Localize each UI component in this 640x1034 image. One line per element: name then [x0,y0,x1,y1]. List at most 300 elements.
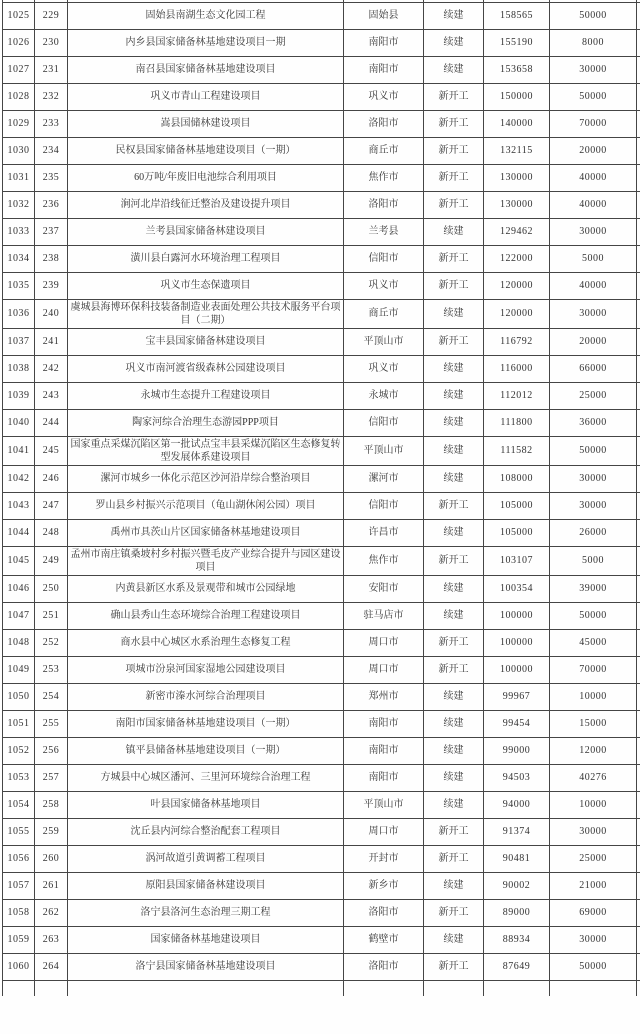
cropped-edge-cell [637,110,640,137]
table-row [3,953,640,980]
cell-seq-no: 247 [35,492,68,519]
table-row [3,191,640,218]
cropped-edge-cell [637,764,640,791]
table-row [3,845,640,872]
cell-project-name: 虞城县海博环保科技装备制造业表面处理公共技术服务平台项目（二期） [68,299,344,328]
cell-value1: 111800 [484,409,550,436]
cell-project-name: 涡河故道引黄调蓄工程项目 [68,845,344,872]
cell-row-no: 1033 [3,218,35,245]
cell-location: 南阳市 [344,764,424,791]
cell-seq-no: 235 [35,164,68,191]
cell-status: 续建 [424,791,484,818]
cell-row-no: 1029 [3,110,35,137]
cell-value2: 20000 [550,137,637,164]
cell-value2: 70000 [550,656,637,683]
cell-value1: 88934 [484,926,550,953]
cell-project-name: 陶家河综合治理生态游园PPP项目 [68,409,344,436]
cell-value1: 94000 [484,791,550,818]
cell-location: 巩义市 [344,83,424,110]
cell-value1: 90002 [484,872,550,899]
empty-cell [550,980,637,996]
cell-project-name: 国家重点采煤沉陷区第一批试点宝丰县采煤沉陷区生态修复转型发展体系建设项目 [68,436,344,465]
cropped-edge-cell [637,575,640,602]
cropped-edge-cell [637,683,640,710]
table-row [3,328,640,355]
table-row [3,926,640,953]
cell-project-name: 项城市汾泉河国家湿地公园建设项目 [68,656,344,683]
table-row [3,683,640,710]
cell-location: 开封市 [344,845,424,872]
cell-status: 续建 [424,355,484,382]
cell-status: 新开工 [424,110,484,137]
cell-value2: 5000 [550,245,637,272]
cell-location: 许昌市 [344,519,424,546]
cell-value2: 50000 [550,2,637,29]
cell-seq-no: 234 [35,137,68,164]
cell-value2: 5000 [550,546,637,575]
cell-status: 新开工 [424,899,484,926]
cell-seq-no: 231 [35,56,68,83]
cell-value1: 105000 [484,519,550,546]
cell-status: 续建 [424,465,484,492]
cell-value2: 10000 [550,683,637,710]
cell-value1: 100000 [484,602,550,629]
cell-project-name: 兰考县国家储备林建设项目 [68,218,344,245]
cell-project-name: 方城县中心城区潘河、三里河环境综合治理工程 [68,764,344,791]
cell-location: 兰考县 [344,218,424,245]
table-row [3,899,640,926]
cell-project-name: 民权县国家储备林基地建设项目（一期） [68,137,344,164]
cell-project-name: 罗山县乡村振兴示范项目（龟山湖休闲公园）项目 [68,492,344,519]
cell-row-no: 1040 [3,409,35,436]
cell-seq-no: 264 [35,953,68,980]
cropped-edge-cell [637,845,640,872]
cell-seq-no: 236 [35,191,68,218]
cell-status: 续建 [424,710,484,737]
table-row [3,629,640,656]
cell-location: 周口市 [344,818,424,845]
table-row [3,272,640,299]
cell-value2: 40000 [550,191,637,218]
table-row [3,409,640,436]
cell-project-name: 确山县秀山生态环境综合治理工程建设项目 [68,602,344,629]
cell-project-name: 叶县国家储备林基地项目 [68,791,344,818]
table-row [3,764,640,791]
cell-status: 续建 [424,299,484,328]
cell-row-no: 1048 [3,629,35,656]
cropped-edge-cell [637,245,640,272]
cell-status: 新开工 [424,492,484,519]
cell-location: 郑州市 [344,683,424,710]
cell-value2: 40000 [550,272,637,299]
table-row [3,355,640,382]
cell-project-name: 巩义市生态保遗项目 [68,272,344,299]
cell-status: 续建 [424,926,484,953]
table-row [3,164,640,191]
cell-seq-no: 242 [35,355,68,382]
cell-project-name: 漯河市城乡一体化示范区沙河沿岸综合整治项目 [68,465,344,492]
cell-value2: 30000 [550,465,637,492]
cell-row-no: 1051 [3,710,35,737]
cell-location: 驻马店市 [344,602,424,629]
cell-location: 信阳市 [344,245,424,272]
cell-value2: 50000 [550,436,637,465]
table-row [3,83,640,110]
cell-seq-no: 245 [35,436,68,465]
table-row [3,602,640,629]
cell-project-name: 商水县中心城区水系治理生态修复工程 [68,629,344,656]
cell-value1: 122000 [484,245,550,272]
cropped-edge-cell [637,737,640,764]
cell-location: 商丘市 [344,137,424,164]
cell-location: 南阳市 [344,737,424,764]
cell-row-no: 1039 [3,382,35,409]
cell-row-no: 1030 [3,137,35,164]
cropped-edge-cell [637,272,640,299]
cell-value1: 89000 [484,899,550,926]
cell-value2: 50000 [550,83,637,110]
cell-seq-no: 257 [35,764,68,791]
cell-project-name: 内黄县新区水系及景观带和城市公园绿地 [68,575,344,602]
table-row [3,436,640,465]
cell-seq-no: 255 [35,710,68,737]
table-row [3,382,640,409]
cell-value2: 8000 [550,29,637,56]
cell-status: 新开工 [424,953,484,980]
cropped-edge-cell [637,980,640,996]
table-row [3,818,640,845]
cell-location: 焦作市 [344,164,424,191]
cell-location: 信阳市 [344,409,424,436]
cell-row-no: 1058 [3,899,35,926]
cell-seq-no: 256 [35,737,68,764]
cell-row-no: 1053 [3,764,35,791]
cell-status: 续建 [424,602,484,629]
cell-value1: 116000 [484,355,550,382]
cell-status: 新开工 [424,845,484,872]
cell-row-no: 1044 [3,519,35,546]
cropped-edge-cell [637,872,640,899]
cell-value2: 30000 [550,56,637,83]
cell-value2: 39000 [550,575,637,602]
cell-location: 洛阳市 [344,110,424,137]
cell-status: 续建 [424,29,484,56]
cell-project-name: 内乡县国家储备林基地建设项目一期 [68,29,344,56]
cell-seq-no: 244 [35,409,68,436]
cell-location: 南阳市 [344,56,424,83]
cell-row-no: 1035 [3,272,35,299]
table-row [3,137,640,164]
cell-project-name: 洛宁县洛河生态治理三期工程 [68,899,344,926]
cell-value2: 30000 [550,492,637,519]
table-row [3,218,640,245]
cell-seq-no: 259 [35,818,68,845]
cell-row-no: 1034 [3,245,35,272]
cell-value2: 50000 [550,953,637,980]
cropped-edge-cell [637,546,640,575]
cell-value2: 15000 [550,710,637,737]
cell-location: 漯河市 [344,465,424,492]
cell-location: 信阳市 [344,492,424,519]
table-row [3,245,640,272]
empty-cell [3,980,35,996]
empty-cell [68,980,344,996]
cell-row-no: 1026 [3,29,35,56]
cell-location: 南阳市 [344,710,424,737]
cell-value1: 130000 [484,191,550,218]
cropped-edge-cell [637,164,640,191]
cell-seq-no: 238 [35,245,68,272]
cell-value2: 12000 [550,737,637,764]
cell-seq-no: 243 [35,382,68,409]
cell-status: 续建 [424,872,484,899]
cell-project-name: 60万吨/年废旧电池综合利用项目 [68,164,344,191]
cropped-edge-cell [637,56,640,83]
cell-project-name: 宝丰县国家储备林建设项目 [68,328,344,355]
table-row [3,110,640,137]
cell-value2: 26000 [550,519,637,546]
cell-row-no: 1031 [3,164,35,191]
cell-status: 新开工 [424,137,484,164]
cell-value1: 100000 [484,656,550,683]
cropped-edge-cell [637,436,640,465]
cell-location: 南阳市 [344,29,424,56]
cropped-edge-cell [637,465,640,492]
cell-status: 续建 [424,382,484,409]
cell-row-no: 1060 [3,953,35,980]
cell-location: 平顶山市 [344,436,424,465]
cell-status: 续建 [424,519,484,546]
cell-location: 固始县 [344,2,424,29]
table-row [3,656,640,683]
cell-value1: 111582 [484,436,550,465]
cell-value2: 70000 [550,110,637,137]
cell-value1: 99454 [484,710,550,737]
cell-seq-no: 239 [35,272,68,299]
cell-location: 巩义市 [344,355,424,382]
table-row [3,546,640,575]
cell-location: 安阳市 [344,575,424,602]
cell-status: 续建 [424,683,484,710]
cell-value2: 10000 [550,791,637,818]
cropped-edge-cell [637,83,640,110]
cell-row-no: 1038 [3,355,35,382]
cell-row-no: 1054 [3,791,35,818]
cell-row-no: 1046 [3,575,35,602]
cell-project-name: 涧河北岸沿线征迁整治及建设提升项目 [68,191,344,218]
cell-seq-no: 237 [35,218,68,245]
cell-seq-no: 260 [35,845,68,872]
cell-value1: 112012 [484,382,550,409]
cell-status: 新开工 [424,546,484,575]
cell-value1: 155190 [484,29,550,56]
cell-value1: 116792 [484,328,550,355]
cell-value2: 30000 [550,818,637,845]
cropped-edge-cell [637,218,640,245]
cell-location: 巩义市 [344,272,424,299]
cell-row-no: 1037 [3,328,35,355]
cell-value1: 103107 [484,546,550,575]
empty-cell [344,980,424,996]
cell-row-no: 1056 [3,845,35,872]
cropped-edge-cell [637,191,640,218]
cell-seq-no: 230 [35,29,68,56]
table-row-partial-bottom [3,980,640,996]
cell-seq-no: 254 [35,683,68,710]
cropped-edge-cell [637,137,640,164]
cell-status: 新开工 [424,164,484,191]
cell-value1: 150000 [484,83,550,110]
cell-location: 平顶山市 [344,791,424,818]
cell-seq-no: 229 [35,2,68,29]
cell-project-name: 永城市生态提升工程建设项目 [68,382,344,409]
cropped-edge-cell [637,409,640,436]
cropped-edge-cell [637,602,640,629]
cell-status: 续建 [424,56,484,83]
cell-value2: 30000 [550,299,637,328]
cell-project-name: 巩义市青山工程建设项目 [68,83,344,110]
cropped-edge-cell [637,2,640,29]
cropped-edge-cell [637,299,640,328]
cell-value2: 30000 [550,926,637,953]
cell-status: 新开工 [424,245,484,272]
cell-project-name: 嵩县国储林建设项目 [68,110,344,137]
cell-value2: 20000 [550,328,637,355]
table-row [3,492,640,519]
cell-project-name: 洛宁县国家储备林基地建设项目 [68,953,344,980]
table-row [3,299,640,328]
projects-table [2,0,640,996]
cell-project-name: 孟州市南庄镇桑坡村乡村振兴暨毛皮产业综合提升与园区建设项目 [68,546,344,575]
cell-project-name: 原阳县国家储备林建设项目 [68,872,344,899]
cell-value2: 36000 [550,409,637,436]
cell-value2: 40276 [550,764,637,791]
cell-seq-no: 246 [35,465,68,492]
cropped-edge-cell [637,656,640,683]
cell-status: 新开工 [424,328,484,355]
empty-cell [484,980,550,996]
cell-row-no: 1041 [3,436,35,465]
cell-value1: 132115 [484,137,550,164]
cell-row-no: 1052 [3,737,35,764]
cell-value1: 100354 [484,575,550,602]
cell-location: 永城市 [344,382,424,409]
table-row [3,791,640,818]
cell-seq-no: 261 [35,872,68,899]
cell-location: 洛阳市 [344,953,424,980]
cell-location: 周口市 [344,656,424,683]
cropped-edge-cell [637,926,640,953]
cell-row-no: 1032 [3,191,35,218]
table-row [3,2,640,29]
cell-row-no: 1027 [3,56,35,83]
table-row [3,737,640,764]
cell-status: 新开工 [424,818,484,845]
cell-project-name: 固始县南湖生态文化园工程 [68,2,344,29]
cell-location: 洛阳市 [344,191,424,218]
cell-seq-no: 233 [35,110,68,137]
cell-seq-no: 232 [35,83,68,110]
cell-value1: 94503 [484,764,550,791]
cell-seq-no: 251 [35,602,68,629]
cell-value1: 100000 [484,629,550,656]
table-row [3,575,640,602]
empty-cell [35,980,68,996]
cropped-edge-cell [637,791,640,818]
cell-status: 新开工 [424,272,484,299]
cell-project-name: 潢川县白露河水环境治理工程项目 [68,245,344,272]
cropped-edge-cell [637,29,640,56]
cell-value1: 130000 [484,164,550,191]
cell-value2: 50000 [550,602,637,629]
cell-value1: 108000 [484,465,550,492]
cell-project-name: 巩义市南河渡省级森林公园建设项目 [68,355,344,382]
cell-row-no: 1057 [3,872,35,899]
cell-status: 续建 [424,409,484,436]
cell-status: 续建 [424,764,484,791]
cell-location: 商丘市 [344,299,424,328]
cell-seq-no: 253 [35,656,68,683]
cell-status: 续建 [424,218,484,245]
cell-row-no: 1036 [3,299,35,328]
cell-value1: 140000 [484,110,550,137]
cell-seq-no: 248 [35,519,68,546]
cropped-edge-cell [637,818,640,845]
cell-seq-no: 258 [35,791,68,818]
cell-location: 洛阳市 [344,899,424,926]
cropped-edge-cell [637,382,640,409]
cell-value1: 91374 [484,818,550,845]
table-row [3,56,640,83]
cell-location: 焦作市 [344,546,424,575]
cell-project-name: 新密市溱水河综合治理项目 [68,683,344,710]
cell-project-name: 南阳市国家储备林基地建设项目（一期） [68,710,344,737]
cell-seq-no: 252 [35,629,68,656]
cropped-edge-cell [637,328,640,355]
cell-row-no: 1047 [3,602,35,629]
cropped-edge-cell [637,355,640,382]
cell-row-no: 1025 [3,2,35,29]
cell-project-name: 禹州市具茨山片区国家储备林基地建设项目 [68,519,344,546]
cropped-edge-cell [637,899,640,926]
cell-row-no: 1055 [3,818,35,845]
cell-status: 续建 [424,575,484,602]
cell-project-name: 南召县国家储备林基地建设项目 [68,56,344,83]
cell-row-no: 1043 [3,492,35,519]
cell-value2: 30000 [550,218,637,245]
cell-row-no: 1049 [3,656,35,683]
cell-project-name: 沈丘县内河综合整治配套工程项目 [68,818,344,845]
cell-row-no: 1059 [3,926,35,953]
cell-status: 续建 [424,436,484,465]
cell-status: 续建 [424,737,484,764]
cell-row-no: 1045 [3,546,35,575]
cell-value2: 66000 [550,355,637,382]
cell-value1: 120000 [484,272,550,299]
cell-value1: 129462 [484,218,550,245]
cell-value2: 69000 [550,899,637,926]
cell-seq-no: 241 [35,328,68,355]
cell-status: 续建 [424,2,484,29]
cell-value2: 21000 [550,872,637,899]
cell-row-no: 1028 [3,83,35,110]
cell-value1: 87649 [484,953,550,980]
cell-status: 新开工 [424,629,484,656]
table-row [3,872,640,899]
cell-status: 新开工 [424,656,484,683]
cell-seq-no: 263 [35,926,68,953]
cell-project-name: 镇平县储备林基地建设项目（一期） [68,737,344,764]
